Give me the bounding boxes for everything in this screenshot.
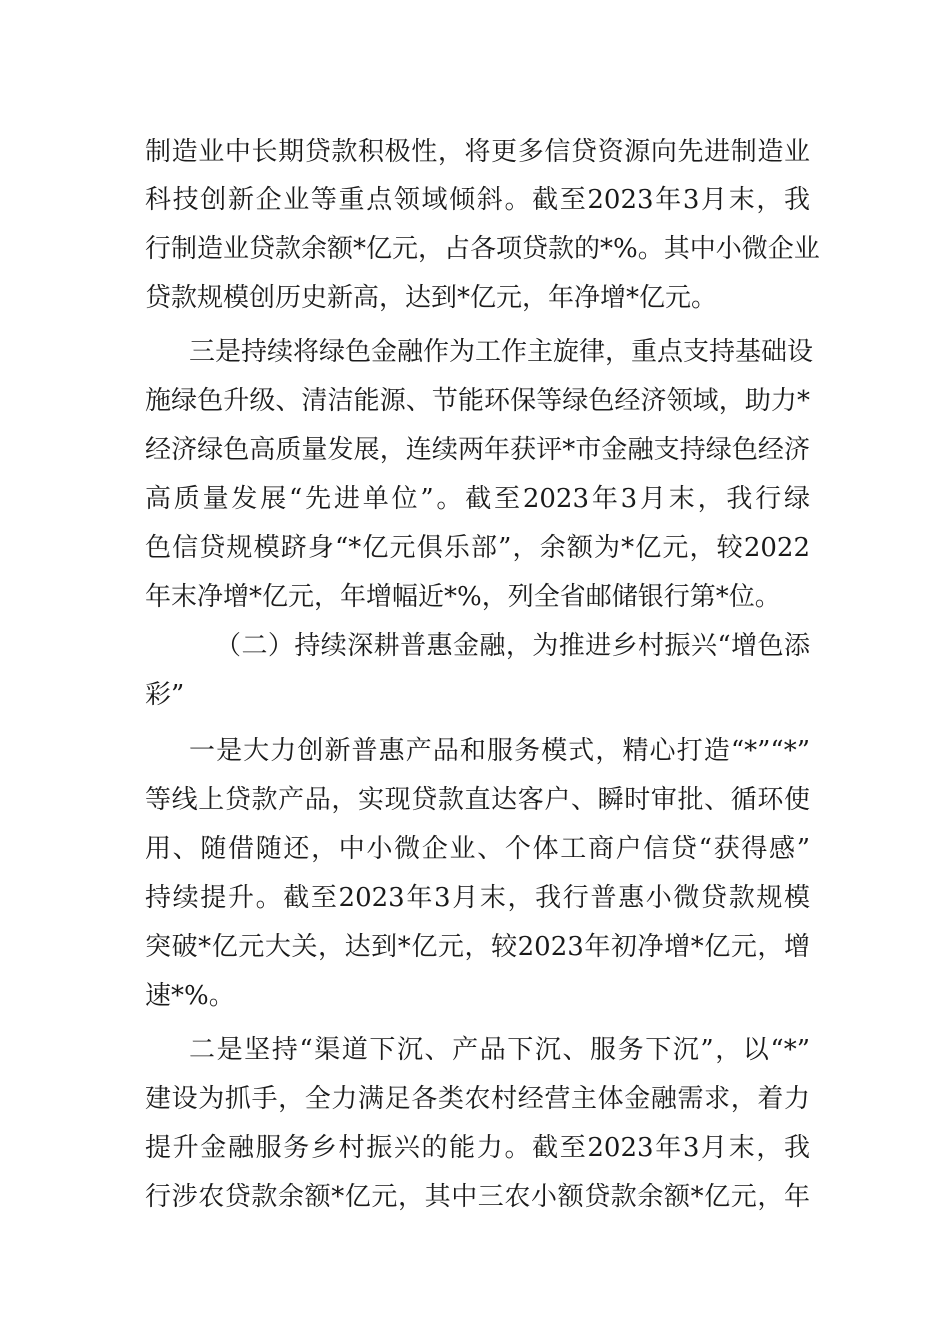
- text-line: 施绿色升级、清洁能源、节能环保等绿色经济领域，助力*: [145, 386, 810, 416]
- text-line: 经济绿色高质量发展，连续两年获评*市金融支持绿色经济: [145, 435, 810, 465]
- text-line: 等线上贷款产品，实现贷款直达客户、瞬时审批、循环使: [145, 785, 810, 815]
- text-line: 三是持续将绿色金融作为工作主旋律，重点支持基础设: [189, 337, 814, 367]
- text-line: 科技创新企业等重点领域倾斜。截至2023年3月末，我: [145, 185, 810, 215]
- text-line: 突破*亿元大关，达到*亿元，较2023年初净增*亿元，增: [145, 932, 810, 962]
- text-line: 贷款规模创历史新高，达到*亿元，年净增*亿元。: [145, 283, 718, 313]
- text-line: 制造业中长期贷款积极性，将更多信贷资源向先进制造业: [145, 137, 810, 167]
- text-line: 色信贷规模跻身“*亿元俱乐部”，余额为*亿元，较2022: [145, 533, 810, 563]
- text-line: 行涉农贷款余额*亿元，其中三农小额贷款余额*亿元，年: [145, 1182, 810, 1212]
- text-line: 一是大力创新普惠产品和服务模式，精心打造“*”“*”: [189, 736, 810, 766]
- section-heading: （二）持续深耕普惠金融，为推进乡村振兴“增色添: [215, 631, 810, 661]
- text-line: 行制造业贷款余额*亿元，占各项贷款的*%。其中小微企业: [145, 234, 820, 264]
- text-line: 年末净增*亿元，年增幅近*%，列全省邮储银行第*位。: [145, 582, 781, 612]
- text-line: 高质量发展“先进单位”。截至2023年3月末，我行绿: [145, 484, 810, 514]
- text-line: 二是坚持“渠道下沉、产品下沉、服务下沉”，以“*”: [189, 1035, 810, 1065]
- text-line: 用、随借随还，中小微企业、个体工商户信贷“获得感”: [145, 834, 810, 864]
- text-line: 建设为抓手，全力满足各类农村经营主体金融需求，着力: [145, 1084, 810, 1114]
- text-line: 速*%。: [145, 981, 235, 1011]
- text-line: 提升金融服务乡村振兴的能力。截至2023年3月末，我: [145, 1133, 810, 1163]
- section-heading-continued: 彩”: [145, 680, 185, 710]
- text-line: 持续提升。截至2023年3月末，我行普惠小微贷款规模: [145, 883, 810, 913]
